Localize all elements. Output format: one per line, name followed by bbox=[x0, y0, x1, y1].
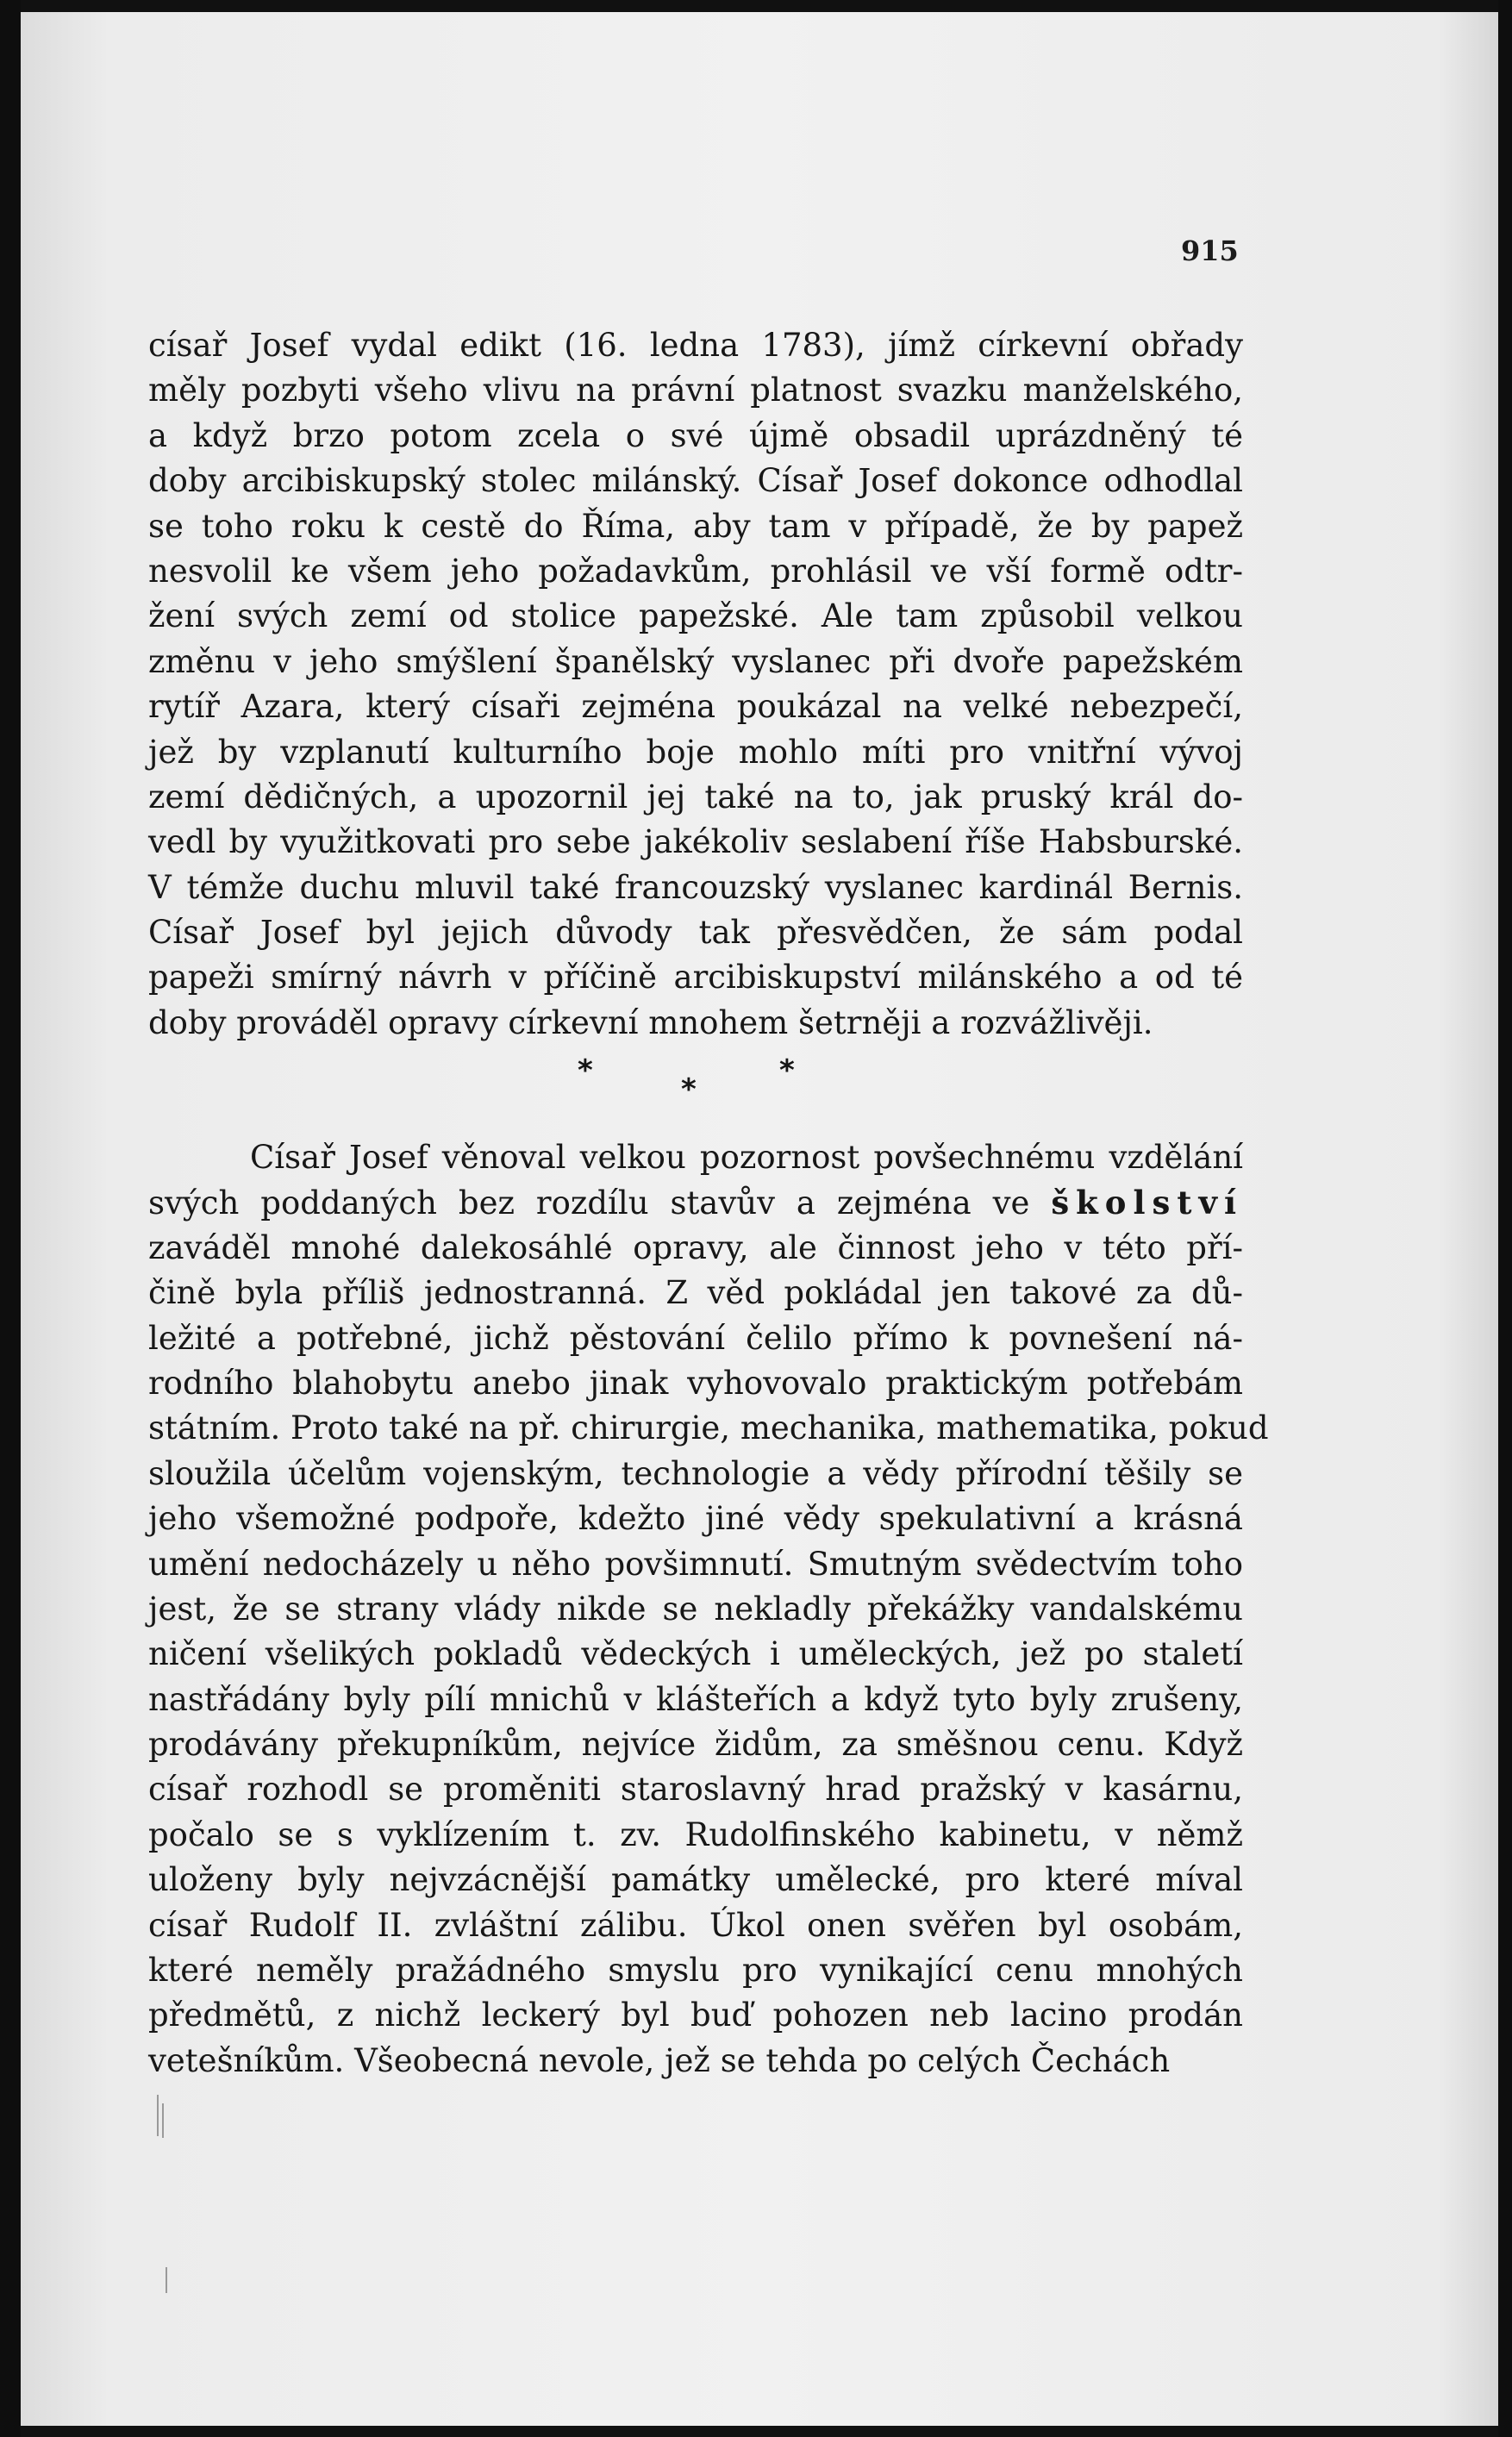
text-line: nesvolil ke všem jeho požadavkům, prohlásil ve vší formě odtr- bbox=[148, 552, 1243, 590]
text-line: císař Rudolf II. zvláštní zálibu. Úkol onen svěřen byl osobám, bbox=[148, 1906, 1243, 1944]
text-line: zemí dědičných, a upozornil jej také na to, jak pruský král do- bbox=[148, 778, 1243, 815]
separator-asterisk: * bbox=[681, 1072, 697, 1107]
text-line: doby arcibiskupský stolec milánský. Císař Josef dokonce odhodlal bbox=[148, 462, 1243, 500]
text-line: umění nedocházely u něho povšimnutí. Smutným svědectvím toho bbox=[148, 1545, 1243, 1583]
text-line: rodního blahobytu anebo jinak vyhovovalo praktickým potřebám bbox=[148, 1364, 1243, 1402]
scan-artifact bbox=[157, 2095, 159, 2136]
text-line-with-emphasis bbox=[148, 1180, 1243, 1225]
text-line: ležité a potřebné, jichž pěstování čelilo přímo k povnešení ná- bbox=[148, 1319, 1243, 1357]
text-line: rytíř Azara, který císaři zejména poukázal na velké nebezpečí, bbox=[148, 688, 1243, 726]
page-number: 915 bbox=[1181, 234, 1239, 267]
text-line: a když brzo potom zcela o své újmě obsadil uprázdněný té bbox=[148, 416, 1243, 454]
text-line: sloužila účelům vojenským, technologie a vědy přírodní těšily se bbox=[148, 1454, 1243, 1492]
text-segment: svých poddaných bez rozdílu stavův a zejména ve bbox=[148, 1184, 1030, 1222]
section-separator bbox=[552, 1053, 836, 1114]
scan-border-left bbox=[0, 0, 21, 2437]
text-line: ničení všelikých pokladů vědeckých i uměleckých, jež po staletí bbox=[148, 1635, 1243, 1673]
text-line: počalo se s vyklízením t. zv. Rudolfinského kabinetu, v němž bbox=[148, 1815, 1243, 1853]
scan-artifact bbox=[166, 2267, 167, 2293]
text-line: uloženy byly nejvzácnější památky umělecké, pro které míval bbox=[148, 1861, 1243, 1899]
text-line: V témže duchu mluvil také francouzský vyslanec kardinál Bernis. bbox=[148, 868, 1243, 906]
paragraph-1 bbox=[148, 323, 1243, 1046]
text-line: zaváděl mnohé dalekosáhlé opravy, ale činnost jeho v této pří- bbox=[148, 1228, 1243, 1266]
text-line: žení svých zemí od stolice papežské. Ale tam způsobil velkou bbox=[148, 597, 1243, 635]
text-line: doby prováděl opravy církevní mnohem šetrněji a rozvážlivěji. bbox=[148, 1003, 1153, 1041]
text-line: jest, že se strany vlády nikde se nekladly překážky vandalskému bbox=[148, 1590, 1243, 1628]
text-line: nastřádány byly pílí mnichů v klášteřích a když tyto byly zrušeny, bbox=[148, 1680, 1243, 1718]
text-line: jeho všemožné podpoře, kdežto jiné vědy spekulativní a krásná bbox=[148, 1500, 1243, 1538]
scan-artifact bbox=[162, 2103, 164, 2138]
separator-asterisk: * bbox=[779, 1053, 795, 1088]
text-line: Císař Josef byl jejich důvody tak přesvědčen, že sám podal bbox=[148, 914, 1243, 952]
text-line: předmětů, z nichž leckerý byl buď pohozen neb lacino prodán bbox=[148, 1996, 1243, 2034]
text-line: čině byla příliš jednostranná. Z věd pokládal jen takové za dů- bbox=[148, 1274, 1243, 1312]
text-line: změnu v jeho smýšlení španělský vyslanec při dvoře papežském bbox=[148, 642, 1243, 680]
text-line: jež by vzplanutí kulturního boje mohlo míti pro vnitřní vývoj bbox=[148, 733, 1243, 771]
emphasized-word: školství bbox=[1051, 1184, 1244, 1222]
text-line: které neměly pražádného smyslu pro vynikající cenu mnohých bbox=[148, 1952, 1243, 1990]
text-line: se toho roku k cestě do Říma, aby tam v případě, že by papež bbox=[148, 507, 1243, 545]
paragraph-2 bbox=[148, 1135, 1269, 2084]
scan-artifact-marks bbox=[147, 2095, 181, 2353]
separator-asterisk: * bbox=[578, 1053, 593, 1088]
text-line: císař rozhodl se proměniti staroslavný hrad pražský v kasárnu, bbox=[148, 1771, 1243, 1809]
text-line: Císař Josef věnoval velkou pozornost povšechnému vzdělání bbox=[250, 1139, 1243, 1176]
scan-border-right bbox=[1498, 0, 1512, 2437]
text-line: vedl by využitkovati pro sebe jakékoliv seslabení říše Habsburské. bbox=[148, 823, 1243, 861]
text-line: vetešníkům. Všeobecná nevole, jež se tehda po celých Čechách bbox=[148, 2041, 1171, 2079]
text-line: měly pozbyti všeho vlivu na právní platnost svazku manželského, bbox=[148, 372, 1243, 409]
text-line: papeži smírný návrh v příčině arcibiskupství milánského a od té bbox=[148, 959, 1243, 997]
text-line: prodávány překupníkům, nejvíce židům, za směšnou cenu. Když bbox=[148, 1726, 1243, 1764]
text-line: císař Josef vydal edikt (16. ledna 1783), jímž církevní obřady bbox=[148, 327, 1243, 364]
text-line: státním. Proto také na př. chirurgie, mechanika, mathematika, pokud bbox=[148, 1409, 1269, 1447]
